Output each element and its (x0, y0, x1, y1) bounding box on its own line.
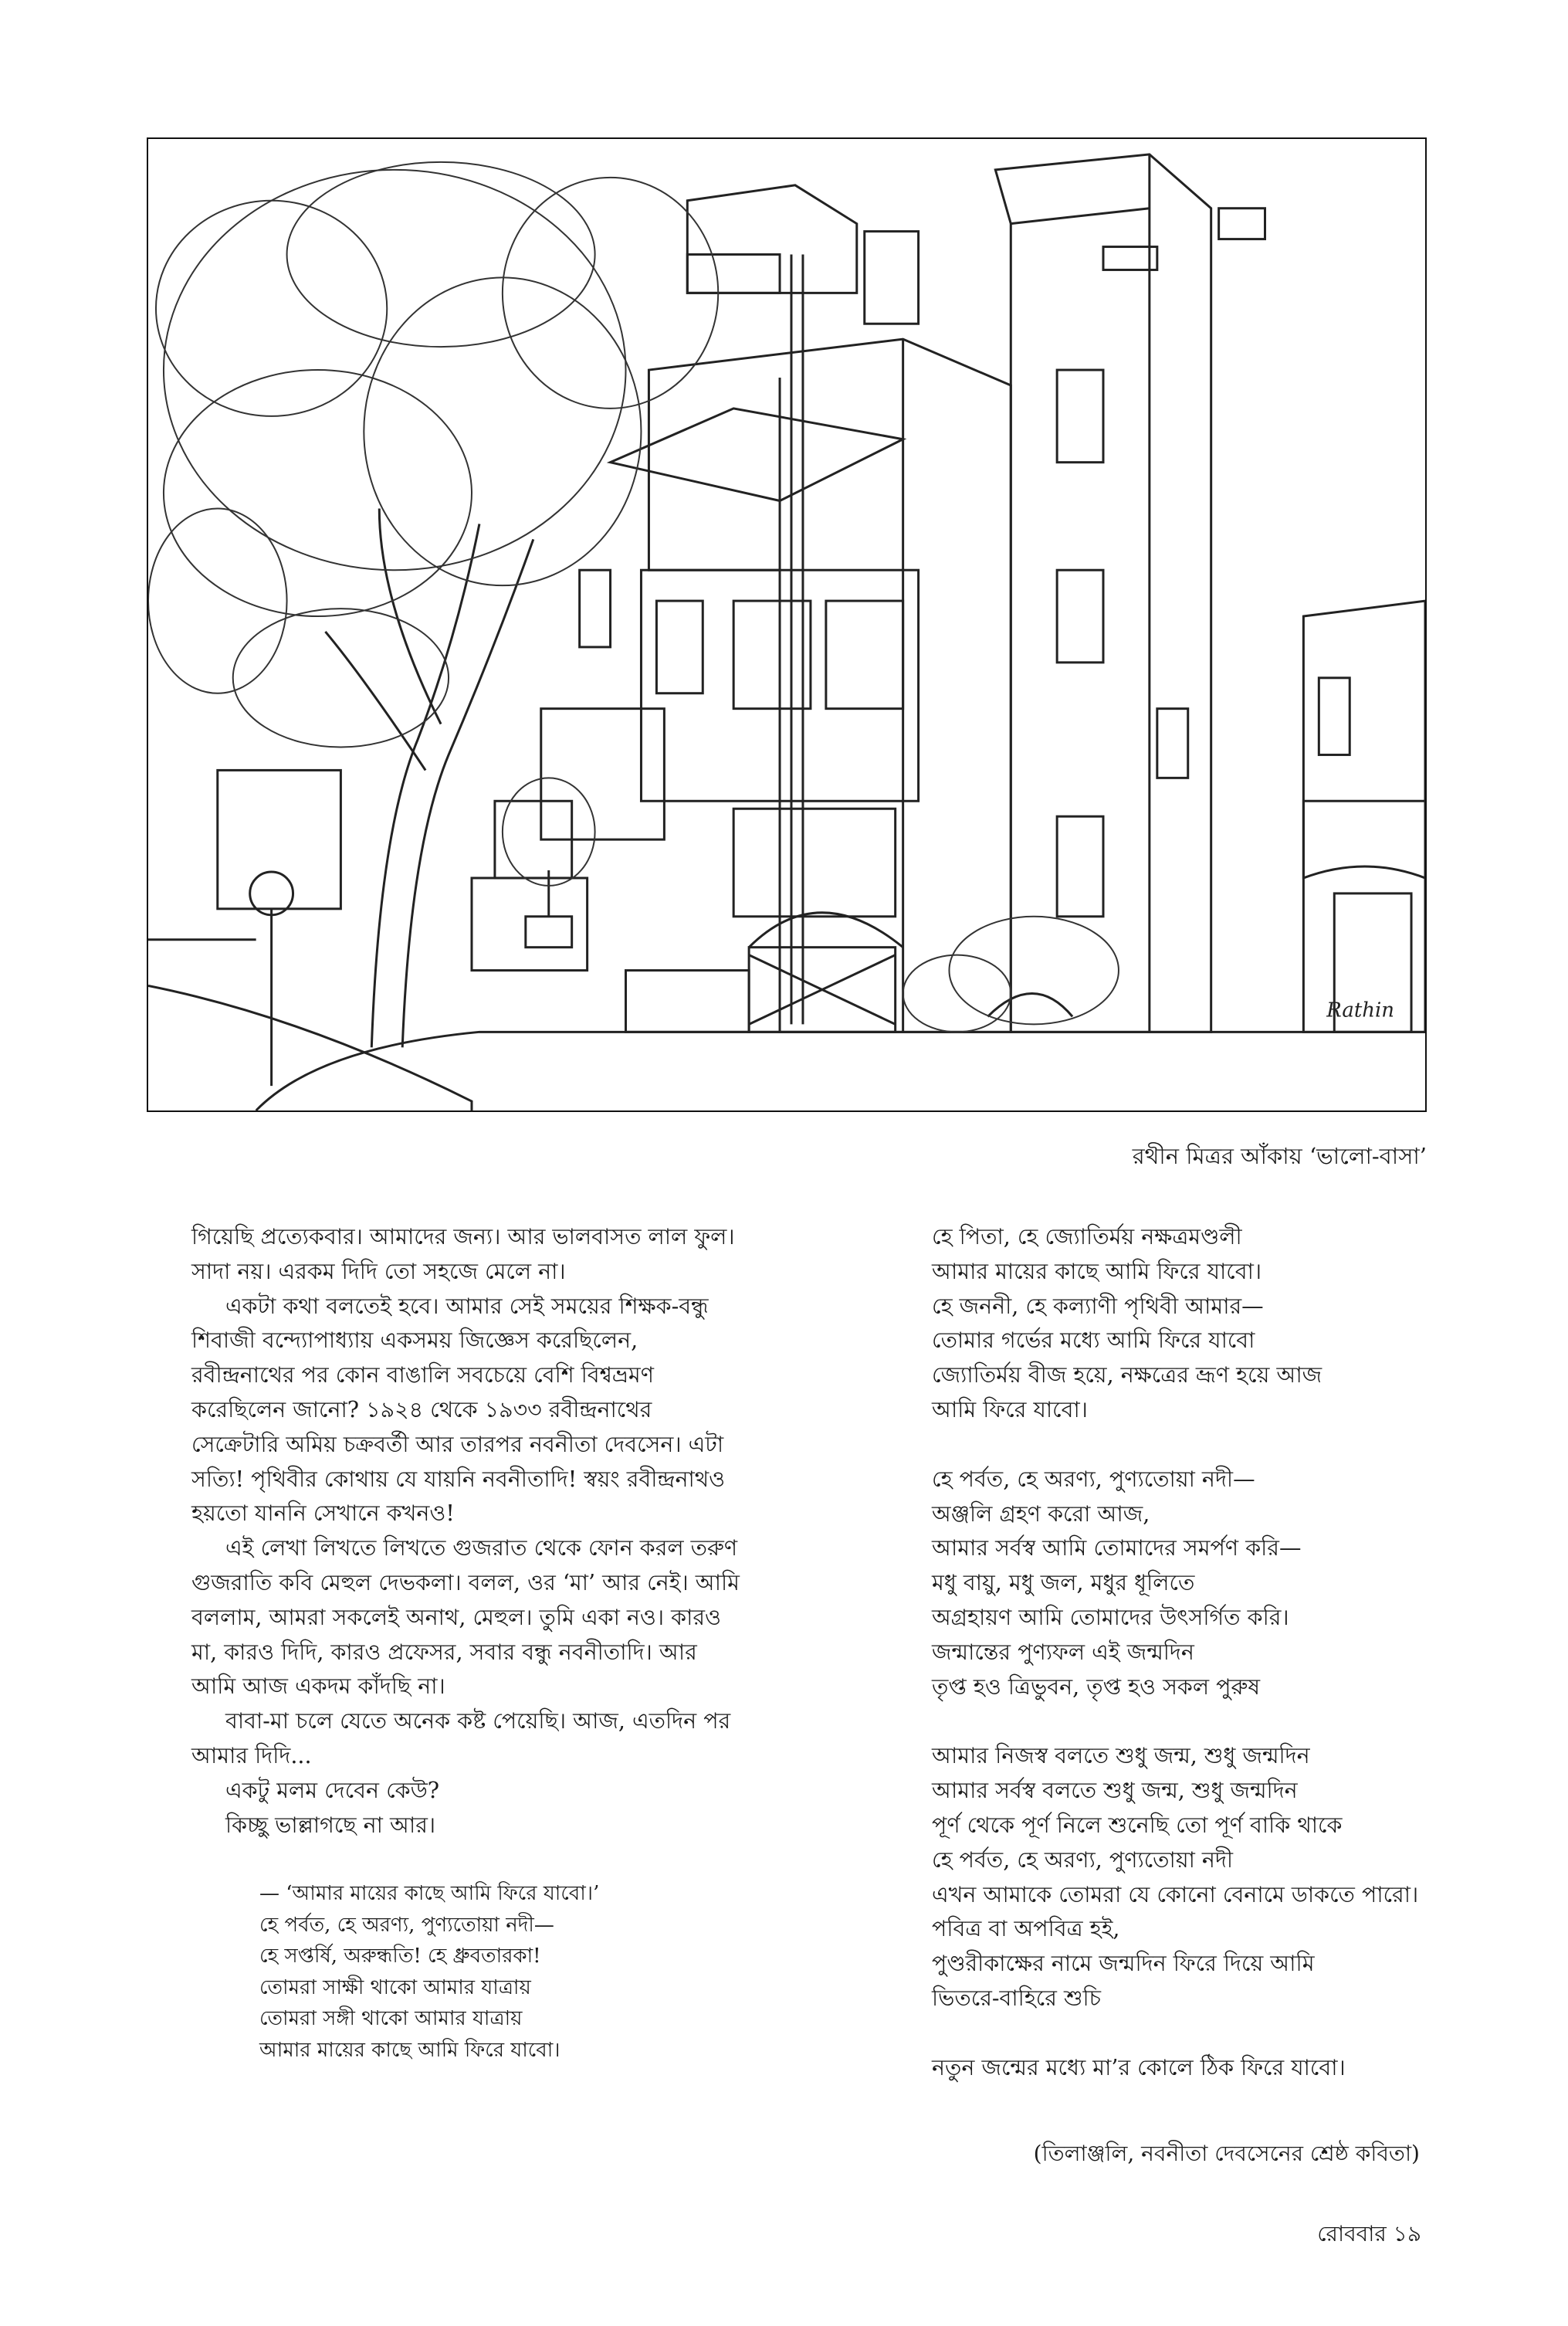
prose-line: একটা কথা বলতেই হবে। আমার সেই সময়ের শিক্ষক-বন্ধু (225, 1293, 709, 1319)
prose-line: বাবা-মা চলে যেতে অনেক কষ্ট পেয়েছি। আজ, এতদিন পর (225, 1708, 731, 1734)
prose-line: সেক্রেটারি অমিয় চক্রবর্তী আর তারপর নবনীতা দেবসেন। এটা (191, 1431, 724, 1457)
right-column (932, 1220, 1441, 2086)
poem-source: (তিলাঞ্জলি, নবনীতা দেবসেনের শ্রেষ্ঠ কবিতা) (1033, 2141, 1420, 2166)
poem-line: হে জননী, হে কল্যাণী পৃথিবী আমার— (932, 1293, 1264, 1319)
poem-line: হে সপ্তর্ষি, অরুন্ধতি! হে ধ্রুবতারকা! (259, 1945, 541, 1968)
poem-line: অঞ্জলি গ্রহণ করো আজ, (932, 1500, 1150, 1527)
stanza-gap (932, 1704, 1441, 1739)
artist-signature: Rathin (1326, 999, 1394, 1022)
poem-line: তোমরা সাক্ষী থাকো আমার যাত্রায় (259, 1975, 531, 1999)
prose-line: শিবাজী বন্দ্যোপাধ্যায় একসময় জিজ্ঞেস করেছিলেন, (191, 1327, 638, 1354)
poem-line: পুণ্ডরীকাক্ষের নামে জন্মদিন ফিরে দিয়ে আমি (932, 1951, 1315, 1977)
left-column (191, 1220, 809, 2066)
poem-line: তৃপ্ত হও ত্রিভুবন, তৃপ্ত হও সকল পুরুষ (932, 1673, 1261, 1700)
stanza (932, 2051, 1441, 2086)
house-sketch (148, 139, 1425, 1110)
poem-line: হে পর্বত, হে অরণ্য, পুণ্যতোয়া নদী— (259, 1913, 554, 1937)
prose-line: সাদা নয়। এরকম দিদি তো সহজে মেলে না। (191, 1258, 566, 1284)
poem-line: হে পিতা, হে জ্যোতির্ময় নক্ষত্রমণ্ডলী (932, 1224, 1242, 1249)
stanza (932, 1220, 1441, 1428)
poem-line: আমার মায়ের কাছে আমি ফিরে যাবো। (932, 1258, 1262, 1284)
stanza-gap (932, 1428, 1441, 1463)
poem-line: জ্যোতির্ময় বীজ হয়ে, নক্ষত্রের ভ্রূণ হয়ে আজ (932, 1362, 1322, 1388)
prose-line: করেছিলেন জানো? ১৯২৪ থেকে ১৯৩৩ রবীন্দ্রনাথের (191, 1396, 652, 1422)
prose-line: সত্যি! পৃথিবীর কোথায় যে যায়নি নবনীতাদি! স্বয়ং রবীন্দ্রনাথও (191, 1466, 726, 1492)
poem-line: ভিতরে-বাহিরে শুচি (932, 1985, 1102, 2011)
poem-line: আমার সর্বস্ব আমি তোমাদের সমর্পণ করি— (932, 1535, 1302, 1561)
poem-line: হে পর্বত, হে অরণ্য, পুণ্যতোয়া নদী (932, 1846, 1234, 1873)
prose-line: বললাম, আমরা সকলেই অনাথ, মেহুল। তুমি একা নও। কারও (191, 1604, 722, 1630)
poem-line: অগ্রহায়ণ আমি তোমাদের উৎসর্গিত করি। (932, 1604, 1289, 1630)
poem-line: নতুন জন্মের মধ্যে মা’র কোলে ঠিক ফিরে যাবো। (932, 2054, 1346, 2080)
poem-line: পবিত্র বা অপবিত্র হই, (932, 1916, 1120, 1942)
poem-line: আমার নিজস্ব বলতে শুধু জন্ম, শুধু জন্মদিন (932, 1743, 1310, 1769)
prose-line: মা, কারও দিদি, কারও প্রফেসর, সবার বন্ধু নবনীতাদি। আর (191, 1639, 697, 1665)
poem-line: আমার মায়ের কাছে আমি ফিরে যাবো। (259, 2038, 560, 2062)
stanza-gap (932, 2016, 1441, 2051)
stanza (932, 1463, 1441, 1705)
poem-line: পূর্ণ থেকে পূর্ণ নিলে শুনেছি তো পূর্ণ বাকি থাকে (932, 1812, 1343, 1838)
poem-line: আমার সর্বস্ব বলতে শুধু জন্ম, শুধু জন্মদিন (932, 1778, 1298, 1804)
prose-line: আমি আজ একদম কাঁদছি না। (191, 1673, 445, 1700)
poem-line: মধু বায়ু, মধু জল, মধুর ধূলিতে (932, 1570, 1195, 1596)
poem-line: হে পর্বত, হে অরণ্য, পুণ্যতোয়া নদী— (932, 1466, 1255, 1492)
prose-line: গিয়েছি প্রত্যেকবার। আমাদের জন্য। আর ভালবাসত লাল ফুল। (191, 1224, 735, 1249)
poem-line: তোমার গর্ভের মধ্যে আমি ফিরে যাবো (932, 1327, 1255, 1354)
poem-line: — ‘আমার মায়ের কাছে আমি ফিরে যাবো।’ (259, 1882, 600, 1906)
poem-line: তোমরা সঙ্গী থাকো আমার যাত্রায় (259, 2007, 523, 2031)
stanza (932, 1739, 1441, 2016)
left-prose (191, 1220, 809, 1843)
prose-line: এই লেখা লিখতে লিখতে গুজরাত থেকে ফোন করল তরুণ (225, 1535, 738, 1561)
page-folio: রোববার ১৯ (1317, 2221, 1421, 2246)
prose-line: রবীন্দ্রনাথের পর কোন বাঙালি সবচেয়ে বেশি বিশ্বভ্রমণ (191, 1362, 654, 1388)
prose-line: গুজরাতি কবি মেহুল দেভকলা। বলল, ওর ‘মা’ আর নেই। আমি (191, 1569, 740, 1595)
prose-line: একটু মলম দেবেন কেউ? (225, 1777, 440, 1803)
poem-line: জন্মান্তের পুণ্যফল এই জন্মদিন (932, 1639, 1194, 1665)
poem-line: আমি ফিরে যাবো। (932, 1396, 1088, 1422)
illustration-frame (147, 137, 1427, 1112)
prose-line: কিচ্ছু ভাল্লাগছে না আর। (225, 1812, 436, 1838)
poem-line: এখন আমাকে তোমরা যে কোনো বেনামে ডাকতে পারো। (932, 1881, 1419, 1907)
left-poem-quote (191, 1878, 809, 2066)
illustration-caption: রথীন মিত্রর আঁকায় ‘ভালো-বাসা’ (1132, 1143, 1427, 1169)
prose-line: হয়তো যাননি সেখানে কখনও! (191, 1500, 455, 1527)
prose-line: আমার দিদি... (191, 1742, 312, 1768)
